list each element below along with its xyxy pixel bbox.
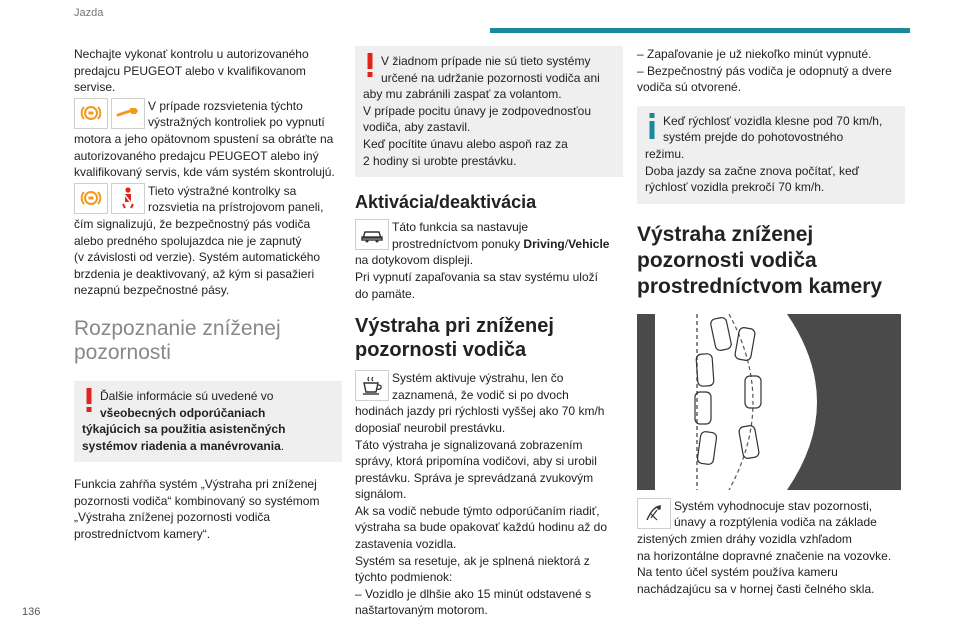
- column-1: [74, 46, 342, 543]
- closing-line: prostredníctvom kamery“.: [74, 527, 211, 542]
- wrench-service-icon: [111, 98, 145, 129]
- lane-drift-svg: [637, 314, 901, 490]
- heading-camera: [637, 222, 905, 300]
- activation-row: [355, 219, 623, 252]
- camera-row: [637, 498, 905, 531]
- info-line: Doba jazdy sa začne znova počítať, keď: [645, 163, 859, 178]
- info-line: Keď rýchlosť vozidla klesne pod 70 km/h,: [663, 113, 883, 128]
- info-line: systém prejde do pohotovostného: [663, 130, 844, 145]
- brake-system-warning-icon: [74, 98, 108, 129]
- warning-line: signálom.: [355, 487, 407, 502]
- warn-line: V žiadnom prípade nie sú tieto systémy: [381, 54, 591, 68]
- heading-line: Rozpoznanie zníženej: [74, 316, 281, 340]
- menu-separator: /: [564, 236, 569, 251]
- condition-line: vodiča sú otvorené.: [637, 80, 742, 95]
- warn-line: 2 hodiny si urobte prestávku.: [363, 153, 517, 168]
- info-mark-icon: [645, 113, 659, 143]
- para2-line: čím signalizujú, že bezpečnostný pás vodiča: [74, 216, 311, 231]
- warning-line: doposiaľ neurobil prestávku.: [355, 420, 506, 435]
- camera-line: nachádzajúcu sa v hornej časti čelného skla.: [637, 581, 875, 596]
- coffee-cup-icon: [355, 370, 389, 401]
- closing-line: pozornosti vodiča“ kombinovaný so systémom: [74, 493, 320, 508]
- menu-vehicle: Vehicle: [568, 236, 610, 251]
- para2-line: (v závislosti od verzie). Systém automatického: [74, 250, 321, 265]
- activation-line: Pri vypnutí zapaľovania sa stav systému uloží: [355, 269, 598, 284]
- para1-line: výstražných kontroliek po vypnutí: [148, 115, 325, 130]
- lane-drift-illustration: [637, 314, 901, 490]
- para1-line: V prípade rozsvietenia týchto: [148, 98, 303, 113]
- para1-line: motora a jeho opätovnom spustení sa obráťte na: [74, 131, 334, 146]
- warning-note: [74, 381, 342, 462]
- warn-line: aby mu zabránili zaspať za volantom.: [363, 87, 562, 102]
- para2-line: alebo predného spolujazdca nie je zapnutý: [74, 233, 302, 248]
- steering-hand-icon: [637, 498, 671, 529]
- column-2: [355, 46, 623, 619]
- activation-line: na dotykovom displeji.: [355, 253, 474, 268]
- warning-line: Ak sa vodič nebude týmto odporúčaním riadiť,: [355, 503, 600, 518]
- warning-line: hodinách jazdy pri rýchlosti vyššej ako 70 km/h: [355, 404, 605, 419]
- car-icon: [695, 316, 761, 464]
- note-bold-line: systémov riadenia a manévrovania: [82, 438, 281, 453]
- activation-text: prostredníctvom ponuky: [392, 236, 524, 251]
- heading-line: pozornosti vodiča: [637, 248, 817, 272]
- camera-line: únavy a rozptýlenia vodiča na základe: [674, 515, 877, 530]
- warning-line: Systém aktivuje výstrahu, len čo: [392, 371, 564, 386]
- warning-line: zastavenia vozidla.: [355, 537, 457, 552]
- camera-line: zistených zmien dráhy vozidla vzhľadom: [637, 531, 852, 546]
- section-title: Jazda: [74, 7, 104, 19]
- para1-line: autorizovaného predajcu PEUGEOT alebo iný: [74, 148, 319, 163]
- para2-line: nezapnú bezpečnostné pásy.: [74, 283, 230, 298]
- warning-line: naštartovaným motorom.: [355, 603, 488, 618]
- exclamation-warning-icon: [82, 388, 96, 418]
- warning-note: [355, 46, 623, 177]
- warn-line: Keď pocítite únavu alebo aspoň raz za: [363, 136, 568, 151]
- activation-line: do pamäte.: [355, 286, 416, 301]
- activation-line: Táto funkcia sa nastavuje: [392, 220, 529, 235]
- warning-line: výstraha sa bude opakovať každú hodinu až do: [355, 520, 608, 535]
- intro-line: servise.: [74, 80, 116, 95]
- seatbelt-lamps-row: [74, 183, 342, 216]
- closing-line: „Výstraha zníženej pozornosti vodiča: [74, 510, 271, 525]
- warning-lamps-row: [74, 98, 342, 131]
- warning-line: správy, ktorá pripomína vodičovi, aby si urobil: [355, 454, 597, 469]
- warning-line: prestávku. Správa je sprevádzaná zvukovým: [355, 470, 594, 485]
- section-heading-attention: [74, 317, 342, 365]
- heading-warning: [355, 314, 623, 362]
- warning-line: – Vozidlo je dlhšie ako 15 minút odstavené s: [355, 586, 592, 601]
- activation-line: [355, 236, 623, 253]
- heading-line: pozornosti: [74, 340, 171, 364]
- warning-line: Systém sa resetuje, ak je splnená niektorá z: [355, 553, 590, 568]
- info-line: režimu.: [645, 146, 685, 161]
- coffee-row: [355, 370, 623, 403]
- intro-line: Nechajte vykonať kontrolu u autorizovaného: [74, 47, 309, 61]
- heading-line: Výstraha pri zníženej: [355, 315, 554, 338]
- para2-line: Tieto výstražné kontrolky sa: [148, 183, 297, 198]
- para2-line: rozsvietia na prístrojovom paneli,: [148, 200, 324, 215]
- para2-line: brzdenia je deaktivovaný, až kým si pasažieri: [74, 266, 315, 281]
- seatbelt-unfastened-icon: [111, 183, 145, 214]
- warning-line: zaznamená, že vodič si po dvoch: [392, 387, 569, 402]
- heading-activation: Aktivácia/deaktivácia: [355, 192, 537, 213]
- camera-line: Systém vyhodnocuje stav pozornosti,: [674, 498, 873, 513]
- note-line: Ďalšie informácie sú uvedené vo: [100, 388, 274, 403]
- para1-line: kvalifikovaný servis, kde vám systém skontrolujú.: [74, 165, 335, 180]
- heading-line: Výstraha zníženej: [637, 222, 814, 246]
- intro-line: predajcu PEUGEOT alebo v kvalifikovanom: [74, 63, 306, 78]
- note-bold-line: týkajúcich sa použitia asistenčných: [82, 422, 286, 437]
- heading-line: prostredníctvom kamery: [637, 274, 883, 298]
- column-3: [637, 46, 905, 597]
- heading-line: pozornosti vodiča: [355, 339, 527, 362]
- closing-line: Funkcia zahŕňa systém „Výstraha pri zníženej: [74, 477, 317, 492]
- header-accent-bar: [490, 28, 910, 33]
- note-end: .: [280, 438, 285, 453]
- warn-line: určené na udržanie pozornosti vodiča ani: [381, 70, 600, 85]
- condition-line: – Bezpečnostný pás vodiča je odopnutý a dvere: [637, 63, 892, 78]
- condition-line: – Zapaľovanie je už niekoľko minút vypnuté.: [637, 47, 872, 61]
- page-number: 136: [22, 606, 41, 618]
- info-note: [637, 106, 905, 204]
- menu-driving: Driving: [523, 236, 565, 251]
- warning-line: týchto podmienok:: [355, 570, 453, 585]
- camera-line: na horizontálne dopravné značenie na vozovke.: [637, 548, 892, 563]
- brake-system-warning-icon: [74, 183, 108, 214]
- car-settings-icon: [355, 219, 389, 250]
- info-line: rýchlosť vozidla prekročí 70 km/h.: [645, 180, 825, 195]
- exclamation-warning-icon: [363, 53, 377, 83]
- warn-line: vodiča, aby zastavil.: [363, 120, 471, 135]
- note-bold-line: všeobecných odporúčaniach: [100, 405, 266, 420]
- camera-line: Na tento účel systém používa kameru: [637, 565, 838, 580]
- warn-line: V prípade pocitu únavy je zodpovednosťou: [363, 103, 591, 118]
- warning-line: Táto výstraha je signalizovaná zobrazením: [355, 437, 583, 452]
